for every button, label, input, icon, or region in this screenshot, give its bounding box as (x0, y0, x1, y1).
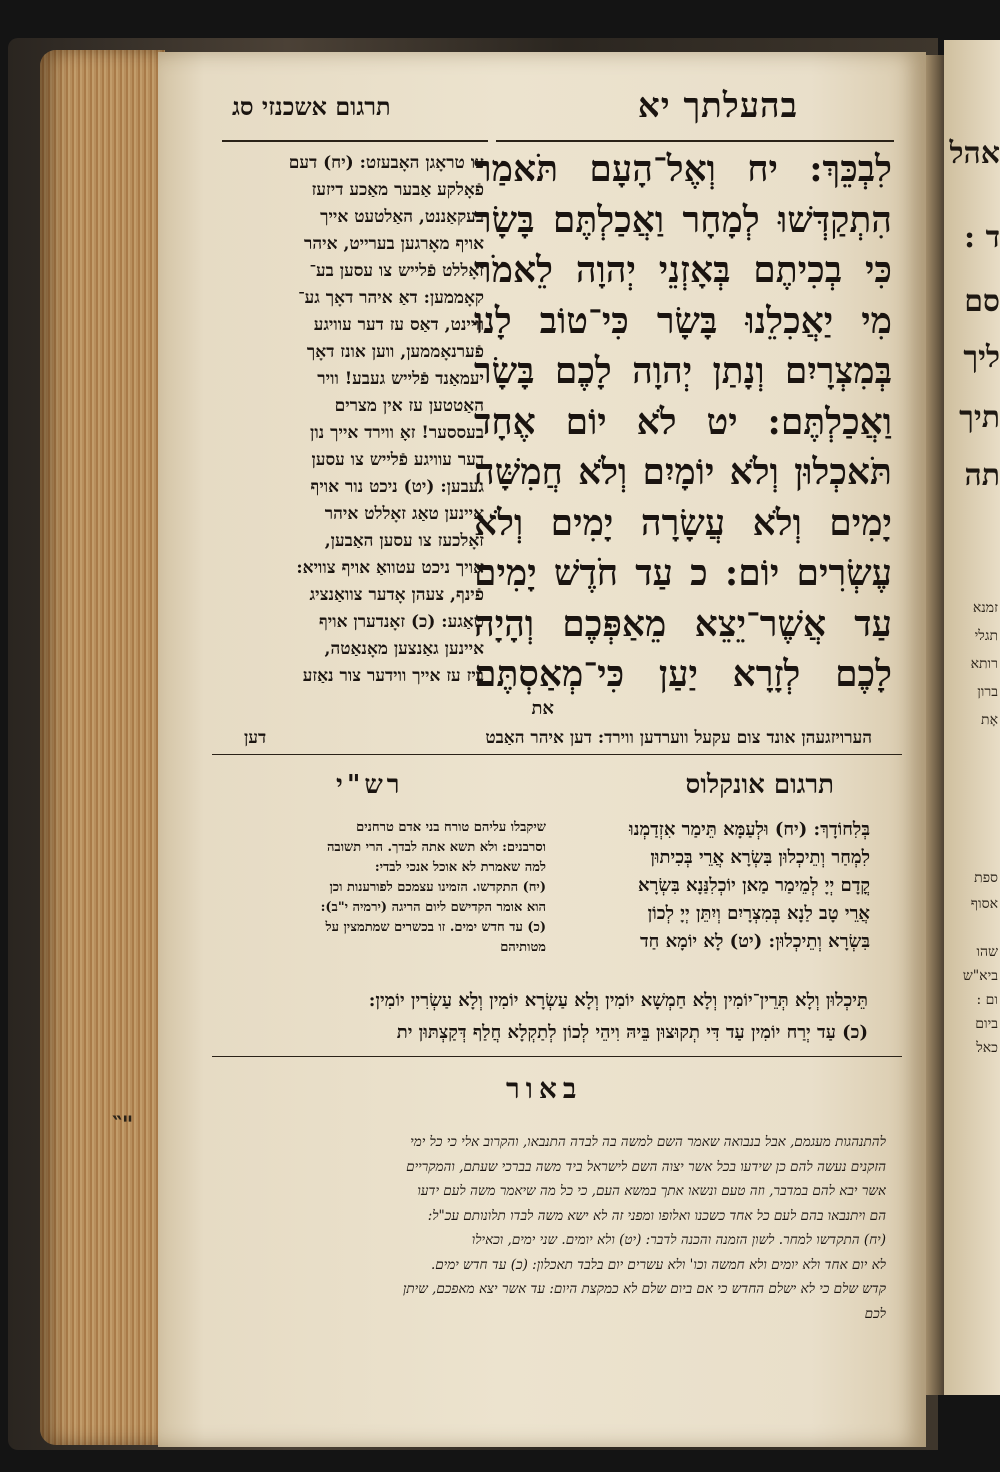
translation-line: אויף מאָרגען בערייט, איהר (304, 234, 484, 254)
onkelos-line: בִּשְׂרָא וְתֵיכְלוּן: (יט) לָא יוֹמָא חַד (640, 931, 870, 952)
main-text-line: הִתְקַדְּשׁוּ לְמָחָר וַאֲכַלְתֶּם בָּשָׂר (474, 198, 892, 241)
translation-line: בעססער! זאָ ווירד אייך נון (310, 423, 484, 443)
rashi-line: (יח) התקדשו. הזמינו עצמכם לפורענות וכן (329, 880, 546, 895)
translation-line: זאָלכעז צו עסען האַבען, (324, 531, 484, 551)
translation-line: פֿאָלקע אַבער מאַכע דיזעז (311, 180, 484, 200)
translation-line: וויינט, דאַס עז דער עוויגע (313, 315, 484, 335)
beur-commentary (196, 1130, 886, 1326)
facing-page-fragment: שהו (976, 944, 998, 960)
facing-page-fragment: ביום (975, 1016, 998, 1032)
onkelos-line: לִמְחַר וְתֵיכְלוּן בִּשְׂרָא אֲרֵי בְּכִיתוּן (650, 847, 870, 868)
translation-line: טאַגע: (כ) זאָנדערן אויף (318, 612, 484, 632)
rashi-line: מטותיהם (500, 940, 546, 955)
header-rule (496, 140, 894, 142)
translation-bridge-word: דען (244, 728, 267, 748)
facing-page-fragment: תיך (959, 400, 1000, 435)
translation-line: האַטטען עז אין מצרים (334, 396, 484, 416)
translation-line: פֿערנאָממען, ווען אונז דאָך (306, 342, 484, 362)
page-header-parsha: בהעלתך יא (637, 86, 798, 126)
facing-page-edge (944, 40, 1000, 1395)
beur-line: קדש שלם כי לא ישלם החדש כי אם ביום שלם לא כמקצת היום: עד אשר יצא מאפכם, שיתן (402, 1281, 886, 1297)
translation-line: קאָממען: דאַ איהר דאָך גע־ (298, 288, 484, 308)
main-text-line: וַאֲכַלְתֶּם: יט לֹא יוֹם אֶחָד (474, 400, 892, 443)
translation-bridge-line: הערויזגעהן אונד צום עקעל ווערדען ווירד: דען איהר האַבט (485, 728, 872, 748)
main-text-line: מִי יַאֲכִלֵנוּ בָּשָׂר כִּי־טוֹב לָנוּ (474, 299, 892, 342)
translation-line: בעקאַננט, האַלטעט אייך (320, 207, 484, 227)
onkelos-line: קֳדָם יְיָ לְמֵימַר מַאן יוֹכְלִנַּנָא בִּשְׂרָא (637, 875, 870, 896)
translation-line: דער עוויגע פֿלייש צו עסען (311, 450, 484, 470)
facing-page-fragment: ברון (977, 684, 998, 700)
facing-page-fragment: אסוף (970, 896, 998, 912)
main-text-line: בְּמִצְרָיִם וְנָתַן יְהוָה לָכֶם בָּשָׂר (474, 350, 892, 392)
page-running-title: תרגום אשכנזי סג (232, 92, 391, 121)
main-text-line: עַד אֲשֶׁר־יֵצֵא מֵאַפְּכֶם וְהָיָה (474, 602, 892, 645)
facing-page-fragment: זמנא (972, 600, 998, 616)
main-text-line: תֹּאכְלוּן וְלֹא יוֹמָיִם וְלֹא חֲמִשָּׁה (474, 451, 892, 493)
beur-line: להתנהגות מעגמם, אבל בנבואה שאמר השם למשה בה לבדה התנבאו, והקרוב אלי כי כל ימי (410, 1134, 886, 1150)
beur-line: אשר יבא להם במדבר, וזה טעם ונשאו אתך במשא העם, כי כל מה שיאמר משה לעם ידעו (417, 1183, 886, 1199)
rashi-line: וסרבנים: ולא תשא אתה לבדך. הרי תשובה (326, 840, 546, 855)
onkelos-wide-line: תֵּיכְלוּן וְלָא תְּרֵין־יוֹמִין וְלָא חַמְשָׁא יוֹמִין וְלָא עַשְׂרָא יוֹמִין וְלָא עַשְׂרִין יוֹמִין: (368, 990, 868, 1011)
header-rule (222, 140, 488, 142)
beur-line: לא יום אחד ולא יומים ולא חמשה וכו' ולא עשרים יום בלבד תאכלון: (כ) עד חדש ימים. (430, 1256, 886, 1273)
translation-line: אויך ניכט עטוואַ אויף צוויא: (296, 558, 484, 578)
facing-page-fragment: ד : (964, 220, 1000, 255)
facing-page-fragment: ליך (963, 340, 1000, 375)
beur-line: (יח) התקדשו למחר. לשון הזמנה והכנה לדבר: (יט) ולא יומים. שני ימים, וכאילו (471, 1232, 886, 1248)
rashi-line: שיקבלו עליהם טורח בני אדם טרחנים (356, 820, 546, 835)
facing-page-fragment: אהל (949, 136, 1000, 171)
facing-page-fragment: ספת (974, 870, 998, 886)
facing-page-fragment: תה (964, 458, 1000, 493)
onkelos-wide-line: (כ) עַד יְרַח יוֹמִין עַד דִּי תְקוּצוּן בֵּיהּ וִיהֵי לְכוֹן לְתַקְלָא חֲלַף דְּקַצְתּוּן ית (396, 1022, 868, 1043)
facing-page-fragment: ביא"ש (962, 968, 998, 984)
onkelos-line: בְּלִחוֹדָךְ: (יח) וּלְעַמָּא תֵּימַר אִזְדַמְנוּ (629, 819, 870, 840)
translation-line: ביז עז אייך ווידער צור נאַזע (302, 666, 484, 686)
translation-line: יעמאַנד פֿלייש געבע! וויר (317, 369, 484, 389)
catchword: את (531, 698, 554, 719)
facing-page-fragment: כאל (976, 1040, 998, 1056)
translation-line: זאָללט פֿלייש צו עסען בע־ (309, 261, 484, 281)
rashi-text (216, 818, 546, 958)
beur-line: הם ויתנבאו בהם לעם כל אחד כשכנו ואלופו ומפני זה לא ישא משה לבדו תלונותם עכ"ל: (427, 1207, 886, 1224)
translation-line: איינען טאַג זאָללט איהר (324, 504, 484, 524)
translation-line: צו טראָגן האָבעזט: (יח) דעם (288, 153, 484, 173)
onkelos-title: תרגום אונקלוס (685, 770, 834, 800)
german-translation-column (234, 150, 484, 690)
facing-page-fragment: אָת (981, 712, 998, 728)
main-text-line: לָכֶם לְזָרָא יַעַן כִּי־מְאַסְתֶּם (474, 653, 892, 695)
section-rule (212, 754, 902, 755)
margin-mark: ‶" (112, 1112, 134, 1138)
onkelos-text (542, 816, 870, 956)
facing-page-fragment: סם (964, 284, 1000, 319)
translation-line: איינען גאַנצען מאָנאַטה, (324, 639, 484, 659)
main-text-line: לִבְכֵּךְ: יח וְאֶל־הָעָם תֹּאמַר (474, 148, 892, 190)
beur-line: הזקנים נעשה להם כן שידעו בכל אשר יצוה השם לישראל ביד משה בברכי שעתם, והמקריים (406, 1158, 886, 1175)
onkelos-line: אֲרֵי טָב לַנָא בְּמִצְרָיִם וְיִתֵּן יְיָ לְכוֹן (647, 903, 870, 924)
main-text-line: עֶשְׂרִים יוֹם: כ עַד חֹדֶשׁ יָמִים (474, 552, 892, 594)
facing-page-fragment: רותא (970, 656, 998, 672)
page-edges (40, 50, 165, 1445)
rashi-line: הוא אומר הקדישם ליום הריגה (ירמיה י"ב): (320, 900, 546, 915)
beur-line: לכם (864, 1305, 886, 1322)
section-rule (212, 1056, 902, 1057)
translation-line: פֿינף, צעהן אָדער צוואַנציג (309, 585, 484, 605)
rashi-title: רש"י (336, 770, 404, 800)
rashi-line: (כ) עד חדש ימים. זו בכשרים שמתמצין על (325, 920, 546, 935)
rashi-line: למה שאמרת לא אוכל אנכי לבדי: (374, 860, 546, 875)
hebrew-main-text (474, 144, 892, 700)
beur-title: באור (506, 1072, 583, 1105)
main-text-line: יָמִים וְלֹא עֲשָׂרָה יָמִים וְלֹא (474, 501, 892, 544)
facing-page-fragment: ום : (976, 992, 998, 1008)
book-page (158, 52, 926, 1447)
main-text-line: כִּי בְכִיתֶם בְּאָזְנֵי יְהוָה לֵאמֹר (474, 249, 892, 291)
translation-line: געבען: (יט) ניכט נור אויף (310, 477, 484, 497)
facing-page-fragment: תגלי (974, 628, 998, 644)
